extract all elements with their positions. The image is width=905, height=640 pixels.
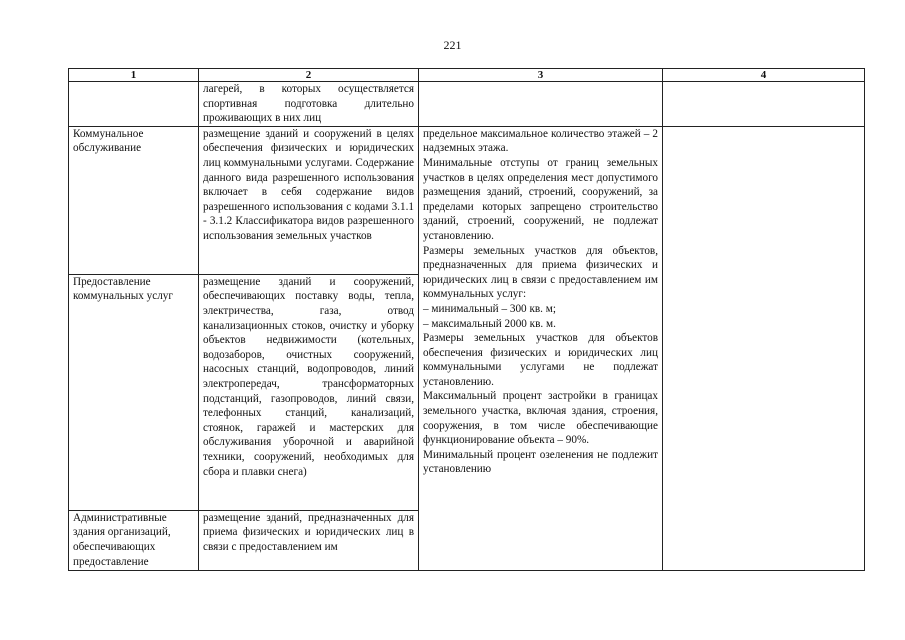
param-build-percent: Максимальный процент застройки в границах земельного участка, включая здания, строения, сооружения, в том числе обеспечивающие функционирование объекта – 90%.	[423, 390, 658, 447]
param-green-percent: Минимальный процент озеленения не подлежит установлению	[423, 448, 658, 476]
page-number: 221	[443, 38, 462, 52]
param-setbacks: Минимальные отступы от границ земельных участков в целях определения мест допустимого размещения зданий, строений, сооружений, за пределами которых запрещено строительство зданий, строений, сооружений, не подлежат установлению.	[423, 156, 658, 242]
zoning-table	[68, 68, 865, 571]
header-col-3: 3	[419, 69, 663, 82]
cell-description: лагерей, в которых осуществляется спортивная подготовка длительно проживающих в них лиц	[199, 82, 419, 127]
cell-use-name: Административные здания организаций, обеспечивающих предоставление	[69, 510, 199, 570]
param-plot-sizes: Размеры земельных участков для объектов, предназначенных для приема физических и юридических лиц в связи с предоставлением им коммунальных услуг:	[423, 244, 658, 301]
cell-description: размещение зданий и сооружений в целях обеспечения физических и юридических лиц коммунальными услугами. Содержание данного вида разрешенного использования включает в себя содержание видов разрешенного использования с кодами 3.1.1 - 3.1.2 Классификатора видов разрешенного использования земельных участков	[199, 126, 419, 274]
param-floors: предельное максимальное количество этажей – 2 надземных этажа.	[423, 127, 658, 155]
cell-empty	[419, 82, 663, 127]
cell-description: размещение зданий, предназначенных для приема физических и юридических лиц в связи с предоставлением им	[199, 510, 419, 570]
table-row	[69, 82, 865, 127]
param-max-size: – максимальный 2000 кв. м.	[423, 317, 556, 330]
cell-empty	[69, 82, 199, 127]
table-row	[69, 126, 865, 274]
header-col-4: 4	[663, 69, 865, 82]
param-min-size: – минимальный – 300 кв. м;	[423, 302, 556, 315]
cell-empty	[663, 82, 865, 127]
cell-use-name: Предоставление коммунальных услуг	[69, 274, 199, 510]
header-col-2: 2	[199, 69, 419, 82]
table-header-row	[69, 69, 865, 82]
cell-use-name: Коммунальное обслуживание	[69, 126, 199, 274]
header-col-1: 1	[69, 69, 199, 82]
cell-description: размещение зданий и сооружений, обеспечивающих поставку воды, тепла, электричества, газа, отвод канализационных стоков, очистку и уборку объектов недвижимости (котельных, водозаборов, очистных сооружений, насосных станций, водопроводов, линий электропередач, трансформаторных подстанций, газопроводов, линий связи, телефонных станций, канализаций, стоянок, гаражей и мастерских для обслуживания уборочной и аварийной техники, сооружений, необходимых для сбора и плавки снега)	[199, 274, 419, 510]
cell-parameters	[419, 126, 663, 570]
param-plot-sizes-2: Размеры земельных участков для объектов обеспечения физических и юридических лиц коммунальными услугами не подлежат установлению.	[423, 332, 658, 388]
cell-empty	[663, 126, 865, 570]
